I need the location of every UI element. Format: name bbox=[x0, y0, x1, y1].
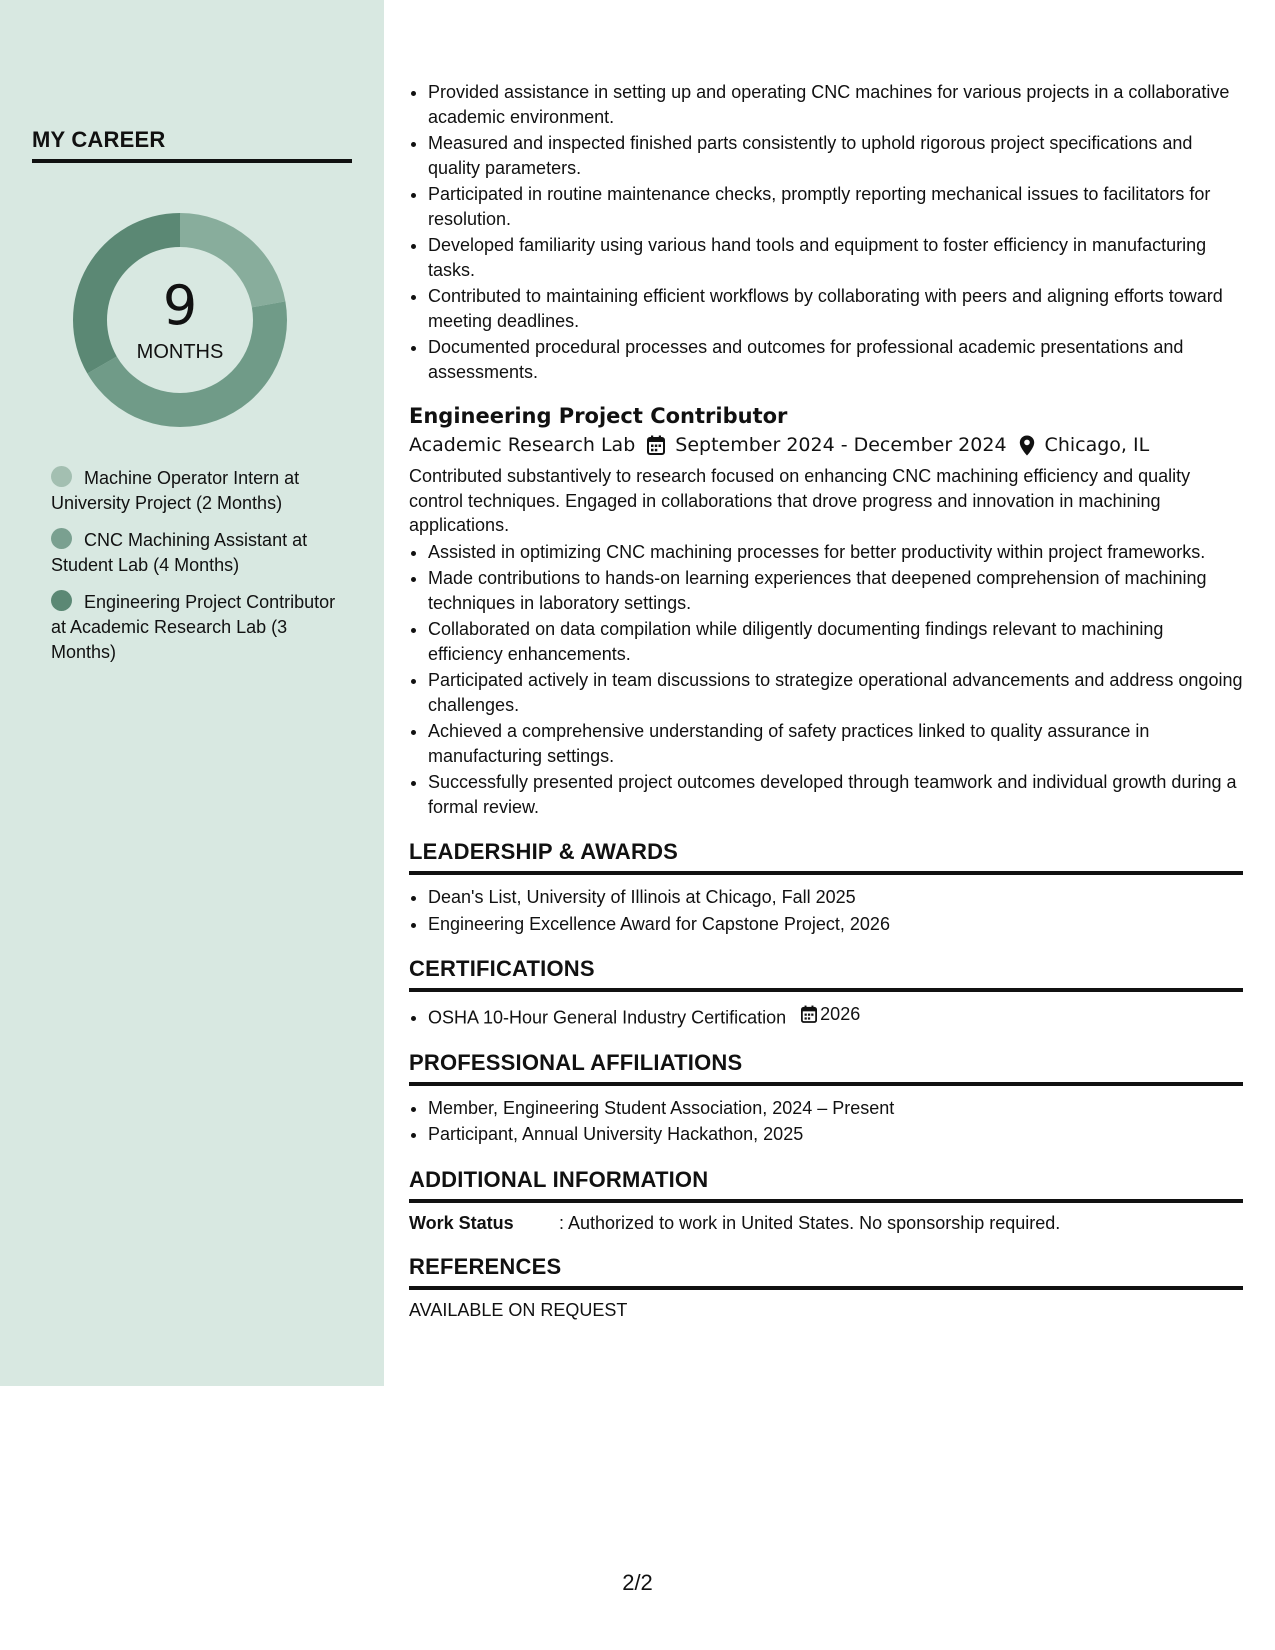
legend-item bbox=[51, 528, 341, 578]
job-meta bbox=[409, 434, 1243, 456]
donut-total-number: 9 bbox=[162, 273, 198, 337]
certification-date bbox=[801, 1002, 860, 1027]
list-item: • Successfully presented project outcomes developed through teamwork and individual growth during a formal review. bbox=[428, 770, 1243, 819]
certification-name: OSHA 10-Hour General Industry Certification bbox=[428, 1007, 787, 1028]
list-item: • Contributed to maintaining efficient workflows by collaborating with peers and aligning efforts toward meeting deadlines. bbox=[428, 284, 1243, 333]
previous-job-bullets bbox=[409, 80, 1243, 384]
job-title: Engineering Project Contributor bbox=[409, 404, 788, 428]
certifications-heading: CERTIFICATIONS bbox=[409, 956, 1243, 992]
list-item: • Engineering Excellence Award for Capstone Project, 2026 bbox=[428, 912, 1243, 937]
list-item: • Measured and inspected finished parts consistently to uphold rigorous project specifications and quality parameters. bbox=[428, 131, 1243, 180]
donut-center bbox=[66, 206, 294, 434]
list-item: • Participant, Annual University Hackathon, 2025 bbox=[428, 1122, 1243, 1147]
donut-unit: MONTHS bbox=[136, 340, 224, 363]
list-item: • Developed familiarity using various hand tools and equipment to foster efficiency in manufacturing tasks. bbox=[428, 233, 1243, 282]
affiliations-list bbox=[409, 1096, 1243, 1147]
references-heading: REFERENCES bbox=[409, 1254, 1243, 1290]
list-item bbox=[428, 1002, 1243, 1030]
job-location: Chicago, IL bbox=[1044, 434, 1150, 456]
main-content bbox=[409, 80, 1243, 1321]
list-item: • Made contributions to hands-on learning experiences that deepened comprehension of machining techniques in laboratory settings. bbox=[428, 566, 1243, 615]
list-item: • Documented procedural processes and outcomes for professional academic presentations and assessments. bbox=[428, 335, 1243, 384]
career-donut-chart bbox=[66, 206, 294, 434]
career-heading: MY CAREER bbox=[32, 127, 352, 163]
work-status-label: Work Status bbox=[409, 1212, 514, 1233]
legend-label: CNC Machining Assistant at Student Lab (4 Months) bbox=[51, 530, 308, 575]
job-description: Contributed substantively to research focused on enhancing CNC machining efficiency and quality control techniques. Engaged in collaborations that drove progress and innovation in machining applications. bbox=[409, 466, 1191, 535]
list-item: • Achieved a comprehensive understanding of safety practices linked to quality assurance in manufacturing settings. bbox=[428, 719, 1243, 768]
legend-item bbox=[51, 466, 341, 516]
list-item: • Member, Engineering Student Association, 2024 – Present bbox=[428, 1096, 1243, 1121]
legend-dot bbox=[51, 466, 72, 487]
map-pin-icon bbox=[1019, 435, 1035, 456]
page-number: 2/2 bbox=[622, 1570, 653, 1595]
job-company: Academic Research Lab bbox=[409, 434, 636, 456]
affiliations-heading: PROFESSIONAL AFFILIATIONS bbox=[409, 1050, 1243, 1086]
references-text: AVAILABLE ON REQUEST bbox=[409, 1299, 628, 1320]
leadership-list bbox=[409, 885, 1243, 936]
legend-label: Machine Operator Intern at University Project (2 Months) bbox=[51, 468, 300, 513]
job-dates: September 2024 - December 2024 bbox=[675, 434, 1007, 456]
certification-year: 2026 bbox=[820, 1004, 861, 1024]
list-item: • Participated actively in team discussions to strategize operational advancements and address ongoing challenges. bbox=[428, 668, 1243, 717]
legend-dot bbox=[51, 590, 72, 611]
certifications-list bbox=[409, 1002, 1243, 1030]
additional-info-heading: ADDITIONAL INFORMATION bbox=[409, 1167, 1243, 1203]
list-item: • Collaborated on data compilation while diligently documenting findings relevant to machining efficiency enhancements. bbox=[428, 617, 1243, 666]
calendar-icon bbox=[647, 435, 665, 455]
legend-dot bbox=[51, 528, 72, 549]
calendar-icon bbox=[801, 1005, 820, 1023]
leadership-heading: LEADERSHIP & AWARDS bbox=[409, 839, 1243, 875]
job-bullets bbox=[409, 540, 1243, 820]
career-legend bbox=[51, 466, 341, 677]
work-status-value: : Authorized to work in United States. No sponsorship required. bbox=[559, 1212, 1061, 1233]
sidebar bbox=[0, 0, 384, 1386]
list-item: • Assisted in optimizing CNC machining processes for better productivity within project frameworks. bbox=[428, 540, 1243, 565]
legend-label: Engineering Project Contributor at Academic Research Lab (3 Months) bbox=[51, 592, 336, 662]
list-item: • Provided assistance in setting up and operating CNC machines for various projects in a collaborative academic environment. bbox=[428, 80, 1243, 129]
list-item: • Dean's List, University of Illinois at Chicago, Fall 2025 bbox=[428, 885, 1243, 910]
work-status-row bbox=[409, 1213, 1243, 1234]
legend-item bbox=[51, 590, 341, 665]
list-item: • Participated in routine maintenance checks, promptly reporting mechanical issues to facilitators for resolution. bbox=[428, 182, 1243, 231]
